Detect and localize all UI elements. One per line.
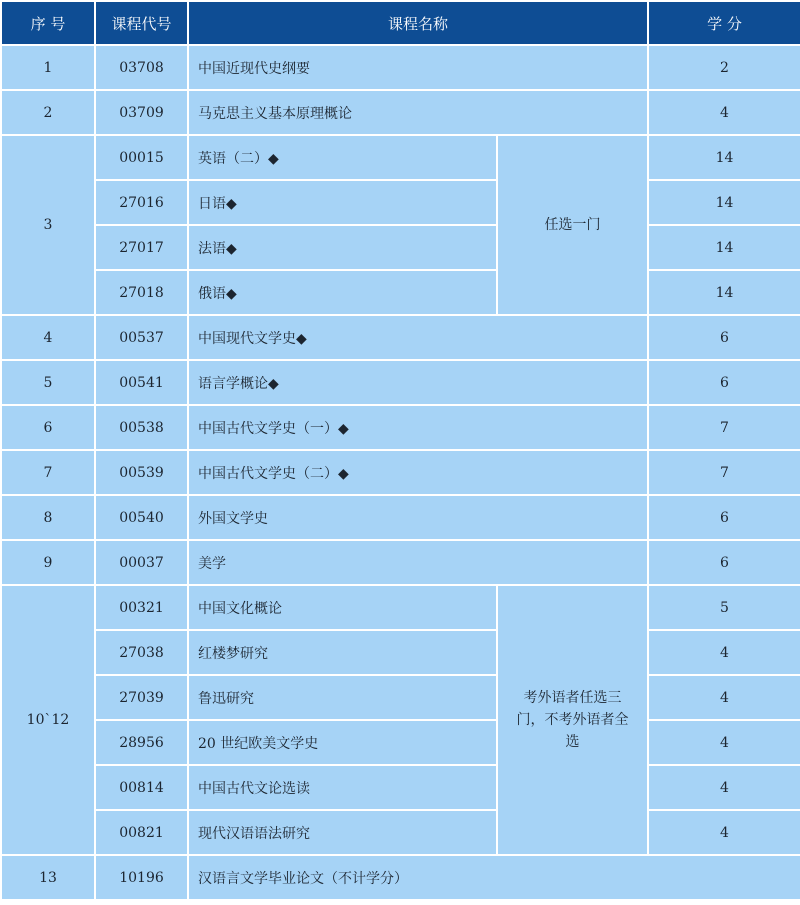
row-code: 00538	[95, 405, 188, 450]
row-credit: 4	[648, 810, 800, 855]
row-seq: 1	[1, 45, 95, 90]
row-credit: 4	[648, 720, 800, 765]
row-name: 现代汉语语法研究	[188, 810, 497, 855]
table-row	[1, 630, 800, 675]
group-seq: 10`12	[1, 585, 95, 855]
row-name: 美学	[188, 540, 648, 585]
row-code: 00814	[95, 765, 188, 810]
row-code: 00015	[95, 135, 188, 180]
row-code: 03709	[95, 90, 188, 135]
row-name: 20 世纪欧美文学史	[188, 720, 497, 765]
row-code: 00537	[95, 315, 188, 360]
row-seq: 13	[1, 855, 95, 900]
row-seq: 8	[1, 495, 95, 540]
row-name: 中国古代文论选读	[188, 765, 497, 810]
row-credit: 14	[648, 270, 800, 315]
group-seq: 3	[1, 135, 95, 315]
table-row	[1, 225, 800, 270]
header-name: 课程名称	[188, 1, 648, 45]
row-code: 00821	[95, 810, 188, 855]
row-seq: 4	[1, 315, 95, 360]
table-row	[1, 45, 800, 90]
row-seq: 5	[1, 360, 95, 405]
table-row	[1, 360, 800, 405]
row-seq: 7	[1, 450, 95, 495]
row-name: 外国文学史	[188, 495, 648, 540]
table-row	[1, 810, 800, 855]
row-credit: 6	[648, 495, 800, 540]
row-code: 27016	[95, 180, 188, 225]
row-seq: 9	[1, 540, 95, 585]
row-credit: 6	[648, 315, 800, 360]
row-credit: 7	[648, 405, 800, 450]
row-name: 中国古代文学史（一）◆	[188, 405, 648, 450]
row-name: 语言学概论◆	[188, 360, 648, 405]
group-note: 任选一门	[497, 135, 648, 315]
table-row	[1, 135, 800, 180]
group-note: 考外语者任选三门，不考外语者全选	[497, 585, 648, 855]
row-code: 10196	[95, 855, 188, 900]
row-code: 00540	[95, 495, 188, 540]
row-name: 中国文化概论	[188, 585, 497, 630]
row-name: 中国近现代史纲要	[188, 45, 648, 90]
row-name: 鲁迅研究	[188, 675, 497, 720]
row-code: 00539	[95, 450, 188, 495]
row-credit: 6	[648, 540, 800, 585]
row-credit: 7	[648, 450, 800, 495]
row-credit: 14	[648, 225, 800, 270]
row-credit: 6	[648, 360, 800, 405]
row-code: 03708	[95, 45, 188, 90]
row-code: 00037	[95, 540, 188, 585]
row-name: 红楼梦研究	[188, 630, 497, 675]
table-row	[1, 720, 800, 765]
row-name: 日语◆	[188, 180, 497, 225]
table-row	[1, 675, 800, 720]
row-code: 27017	[95, 225, 188, 270]
row-code: 28956	[95, 720, 188, 765]
row-name: 英语（二）◆	[188, 135, 497, 180]
row-credit: 4	[648, 630, 800, 675]
table-row	[1, 765, 800, 810]
table-row	[1, 495, 800, 540]
row-name: 中国现代文学史◆	[188, 315, 648, 360]
row-name: 俄语◆	[188, 270, 497, 315]
row-code: 00541	[95, 360, 188, 405]
row-code: 27038	[95, 630, 188, 675]
table-row	[1, 585, 800, 630]
table-row	[1, 90, 800, 135]
header-row	[1, 1, 800, 45]
row-seq: 6	[1, 405, 95, 450]
table-row	[1, 540, 800, 585]
row-code: 27039	[95, 675, 188, 720]
row-name: 中国古代文学史（二）◆	[188, 450, 648, 495]
row-credit: 2	[648, 45, 800, 90]
row-credit: 5	[648, 585, 800, 630]
table-row	[1, 315, 800, 360]
row-name: 汉语言文学毕业论文（不计学分）	[188, 855, 800, 900]
header-code: 课程代号	[95, 1, 188, 45]
row-credit: 14	[648, 180, 800, 225]
table-row	[1, 450, 800, 495]
table-row	[1, 855, 800, 900]
table-row	[1, 180, 800, 225]
row-seq: 2	[1, 90, 95, 135]
table-row	[1, 270, 800, 315]
row-name: 法语◆	[188, 225, 497, 270]
row-credit: 4	[648, 765, 800, 810]
row-name: 马克思主义基本原理概论	[188, 90, 648, 135]
header-seq: 序 号	[1, 1, 95, 45]
row-credit: 4	[648, 675, 800, 720]
row-code: 27018	[95, 270, 188, 315]
table-row	[1, 405, 800, 450]
row-code: 00321	[95, 585, 188, 630]
row-credit: 14	[648, 135, 800, 180]
row-credit: 4	[648, 90, 800, 135]
header-credit: 学 分	[648, 1, 800, 45]
